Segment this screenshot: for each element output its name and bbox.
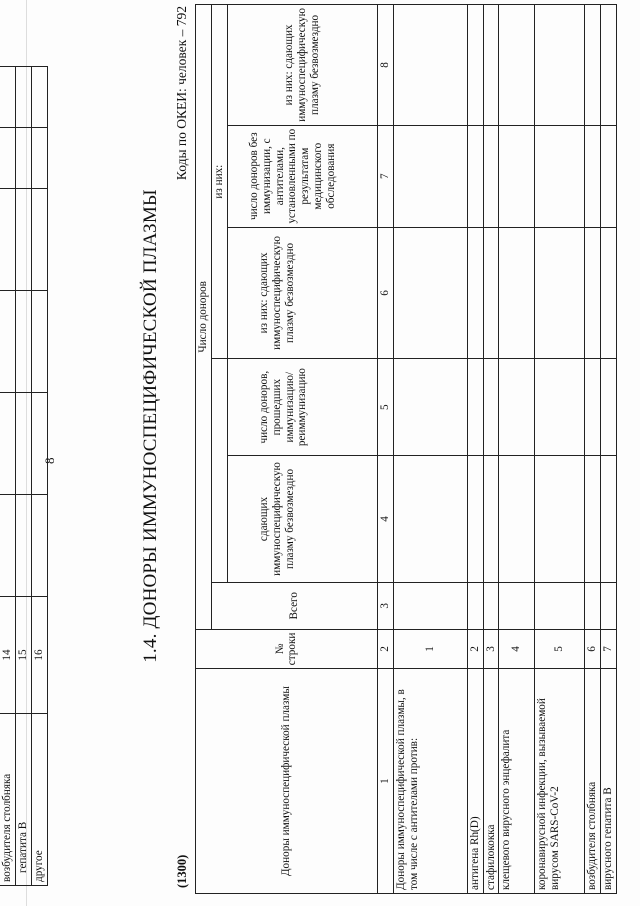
- table-row: [393, 5, 467, 894]
- donors-table: [195, 4, 617, 894]
- page-number: 8: [42, 457, 57, 464]
- row-label: коронавирусной инфекции, вызываемой вирусом SARS-CoV-2: [535, 669, 585, 894]
- row-label: Доноры иммуноспецифической плазмы, в том числе с антителами против:: [393, 669, 467, 894]
- header-donors: Доноры иммуноспецифической плазмы: [196, 669, 378, 894]
- col-number: 5: [377, 359, 393, 456]
- header-donor-count: Число доноров: [196, 5, 212, 630]
- row-label: клещевого вирусного энцефалита: [499, 669, 535, 894]
- table-row: [467, 5, 483, 894]
- row-line: 5: [535, 629, 585, 669]
- top-table: [0, 66, 48, 886]
- table-row: [585, 5, 601, 894]
- top-row-label: другое: [31, 714, 47, 886]
- header-total: Всего: [211, 582, 377, 629]
- row-line: 6: [585, 629, 601, 669]
- row-line: 3: [483, 629, 499, 669]
- header-line-number: № строки: [196, 629, 378, 669]
- col-number: 8: [377, 5, 393, 126]
- row-line: 7: [601, 629, 617, 669]
- col-number: 3: [377, 582, 393, 629]
- header-col6: из них: сдающих иммуноспецифическую плазму безвозмездно: [227, 227, 377, 359]
- top-row-label: возбудителя столбняка: [0, 714, 15, 886]
- row-line: 2: [467, 629, 483, 669]
- row-label: возбудителя столбняка: [585, 669, 601, 894]
- section-title: 1.4. ДОНОРЫ ИММУНОСПЕЦИФИЧЕСКОЙ ПЛАЗМЫ: [140, 189, 161, 663]
- top-row-line: 14: [0, 597, 15, 714]
- col-number: 6: [377, 227, 393, 359]
- header-col5: число доноров, прошедших иммунизацию/ реиммунизацию: [227, 359, 377, 456]
- col-number: 2: [377, 629, 393, 669]
- row-label: стафилококка: [483, 669, 499, 894]
- table-code: (1300): [175, 854, 189, 888]
- table-row: [601, 5, 617, 894]
- header-col8: из них: сдающих иммуноспецифическую плазму безвозмездно: [227, 5, 377, 126]
- col-number: 1: [377, 669, 393, 894]
- row-label: антигена Rh(D): [467, 669, 483, 894]
- table-row: [535, 5, 585, 894]
- row-line: 1: [393, 629, 467, 669]
- top-row-label: гепатита В: [15, 714, 31, 886]
- col-number: 7: [377, 125, 393, 227]
- top-row-line: 16: [31, 597, 47, 714]
- col-number: 4: [377, 456, 393, 583]
- table-row: [483, 5, 499, 894]
- header-col4: сдающих иммуноспецифическую плазму безвозмездно: [227, 456, 377, 583]
- header-of-them: из них:: [211, 5, 227, 359]
- header-col7: число доноров без иммунизации, с антителами, установленными по результатам медицинского обследования: [227, 125, 377, 227]
- table-row: [499, 5, 535, 894]
- row-label: вирусного гепатита В: [601, 669, 617, 894]
- row-line: 4: [499, 629, 535, 669]
- okei-code: Коды по ОКЕИ: человек – 792: [174, 6, 189, 181]
- top-row-line: 15: [15, 597, 31, 714]
